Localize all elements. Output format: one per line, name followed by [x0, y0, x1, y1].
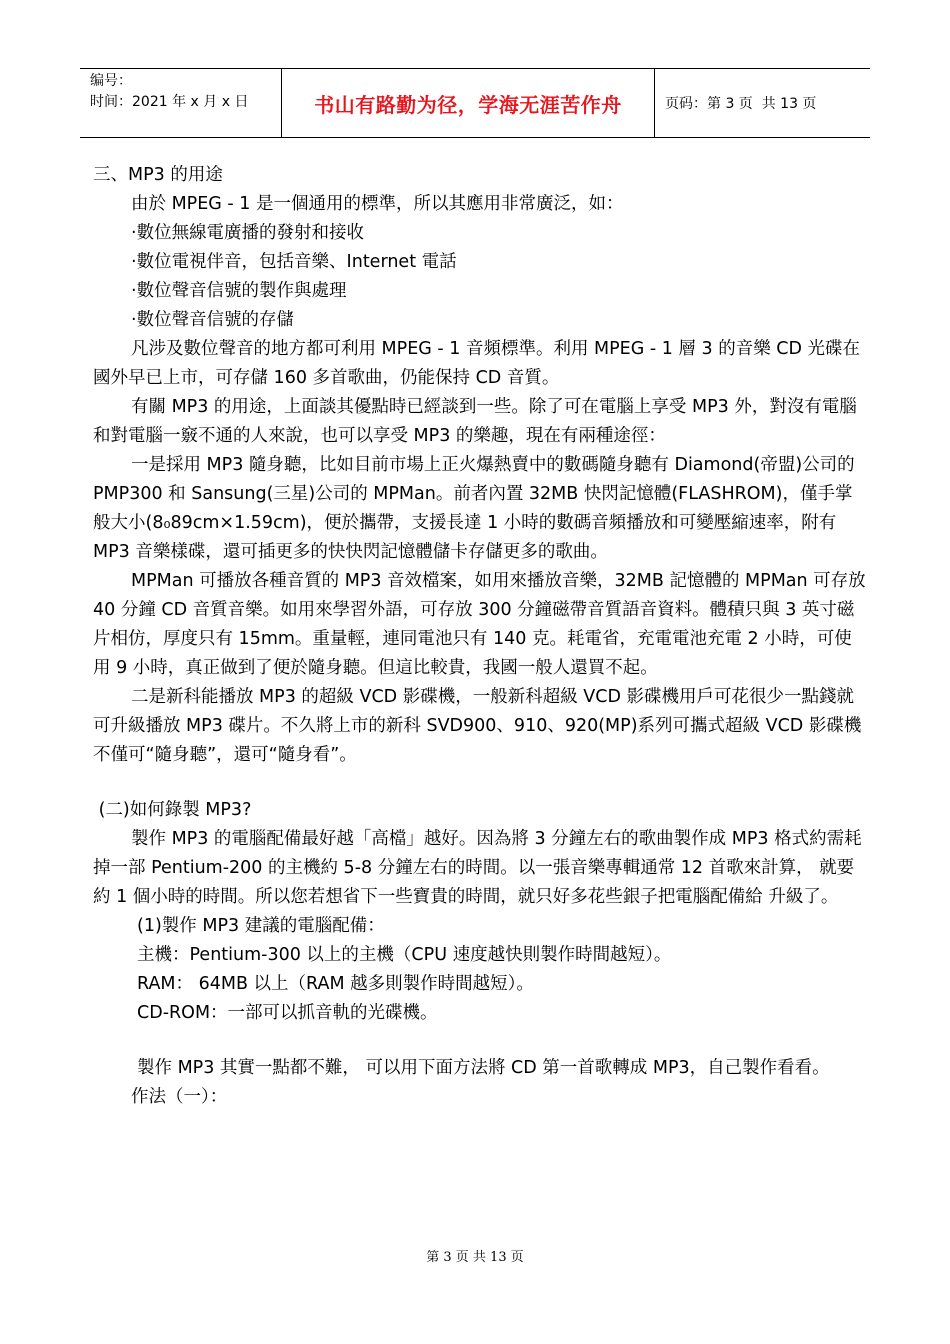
paragraph: 製作 MP3 的電腦配備最好越「高檔」越好。因為將 3 分鐘左右的歌曲製作成 MP3 格式約需耗掉一部 Pentium-200 的主機約 5-8 分鐘左右的時間。以一張音樂專輯通常 12 首歌來計算， 就要約 1 個小時的時間。所以您若想省下一些寶貴的時間，就只好多花些銀子把電腦配備給 升級了。	[93, 829, 862, 907]
spec-item: 主機：Pentium-300 以上的主機（CPU 速度越快則製作時間越短）。	[137, 945, 672, 965]
spacer	[93, 1028, 867, 1054]
list-heading: (1)製作 MP3 建議的電腦配備：	[137, 916, 385, 936]
time-label: 时间：2021 年 x 月 x 日	[90, 94, 249, 110]
paragraph: 製作 MP3 其實一點都不難， 可以用下面方法將 CD 第一首歌轉成 MP3，自己製作看看。	[137, 1058, 830, 1078]
document-body	[93, 161, 867, 1112]
page-info-text: 页码：第 3 页 共 13 页	[665, 96, 817, 112]
spacer	[93, 770, 867, 796]
paragraph: 由於 MPEG - 1 是一個通用的標準，所以其應用非常廣泛，如：	[131, 194, 624, 214]
paragraph: MPMan 可播放各種音質的 MP3 音效檔案，如用來播放音樂，32MB 記憶體的 MPMan 可存放 40 分鐘 CD 音質音樂。如用來學習外語，可存放 300 分鐘磁帶音質語音資料。體積只與 3 英寸磁片相仿，厚度只有 15mm。重量輕，連同電池只有 140 克。耗電省，充電電池充電 2 小時，可使用 9 小時，真正做到了便於隨身聽。但這比較貴，我國一般人還買不起。	[93, 571, 866, 678]
page-footer: 第 3 页 共 13 页	[426, 1250, 524, 1265]
paragraph: 凡涉及數位聲音的地方都可利用 MPEG - 1 音頻標準。利用 MPEG - 1 層 3 的音樂 CD 光碟在國外早已上市，可存儲 160 多首歌曲，仍能保持 CD 音質。	[93, 339, 861, 388]
method-heading: 作法（一）：	[131, 1087, 228, 1107]
subsection-heading: (二)如何錄製 MP3?	[93, 800, 252, 820]
bullet-item: ·數位聲音信號的存儲	[131, 310, 295, 330]
paragraph: 二是新科能播放 MP3 的超級 VCD 影碟機，一般新科超級 VCD 影碟機用戶可花很少一點錢就可升級播放 MP3 碟片。不久將上市的新科 SVD900、910、920(MP)系列可攜式超級 VCD 影碟機不僅可“隨身聽”，還可“隨身看”。	[93, 687, 862, 765]
bullet-item: ·數位電視伴音，包括音樂、Internet 電話	[131, 252, 457, 272]
spec-item: RAM： 64MB 以上（RAM 越多則製作時間越短）。	[137, 974, 534, 994]
header-motto: 书山有路勤为径，学海无涯苦作舟	[282, 69, 655, 137]
bullet-item: ·數位無線電廣播的發射和接收	[131, 223, 365, 243]
section-heading: 三、MP3 的用途	[93, 165, 223, 185]
bullet-item: ·數位聲音信號的製作與處理	[131, 281, 347, 301]
page-header	[80, 68, 870, 138]
number-label: 编号：	[90, 73, 132, 89]
paragraph: 一是採用 MP3 隨身聽，比如目前市場上正火爆熱賣中的數碼隨身聽有 Diamond(帝盟)公司的 PMP300 和 Sansung(三星)公司的 MPMan。前者內置 32MB 快閃記憶體(FLASHROM)，僅手掌般大小(8₀89cm×1.59cm)，便於攜帶，支援長達 1 小時的數碼音頻播放和可變壓縮速率，附有 MP3 音樂樣碟，還可插更多的快快閃記憶體儲卡存儲更多的歌曲。	[93, 455, 855, 562]
paragraph: 有關 MP3 的用途，上面談其優點時已經談到一些。除了可在電腦上享受 MP3 外，對沒有電腦和對電腦一竅不通的人來說，也可以享受 MP3 的樂趣，現在有兩種途徑：	[93, 397, 857, 446]
header-page-info	[655, 69, 870, 137]
header-meta	[80, 69, 282, 137]
spec-item: CD-ROM：一部可以抓音軌的光碟機。	[137, 1003, 438, 1023]
